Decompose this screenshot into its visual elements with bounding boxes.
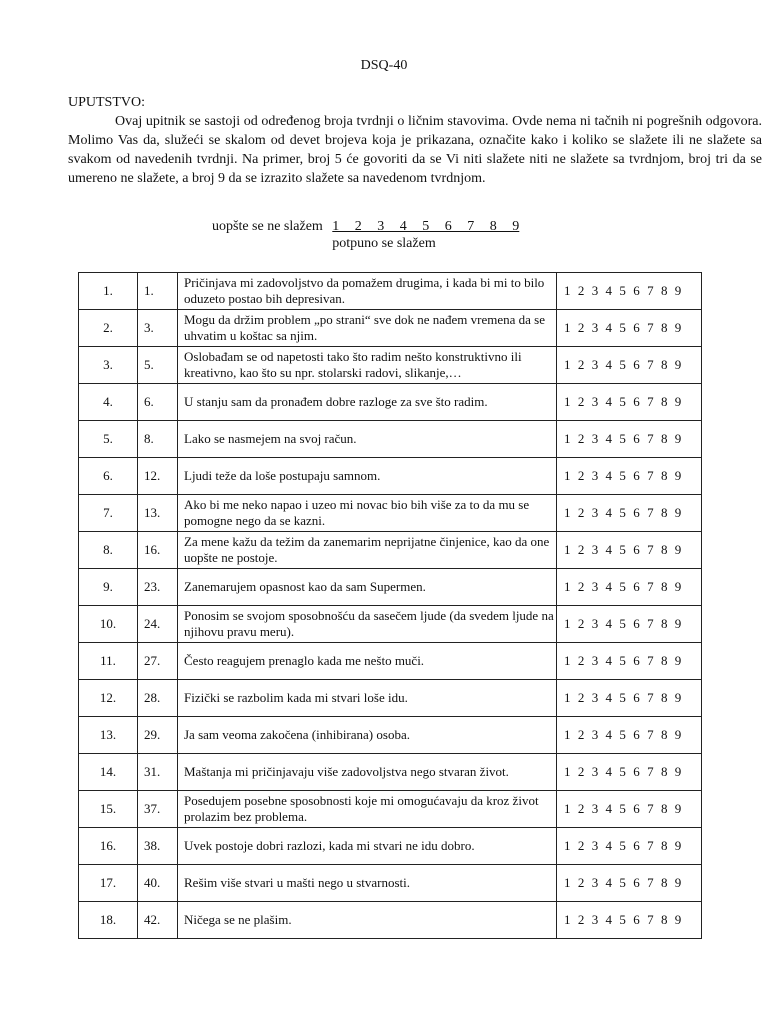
item-number: 31. xyxy=(138,754,178,791)
rating-scale[interactable]: 1 2 3 4 5 6 7 8 9 xyxy=(557,717,702,754)
questionnaire-row xyxy=(79,717,702,754)
page-title: DSQ-40 xyxy=(360,58,408,73)
rating-scale[interactable]: 1 2 3 4 5 6 7 8 9 xyxy=(557,680,702,717)
row-number: 1. xyxy=(79,273,138,310)
questionnaire-row xyxy=(79,495,702,532)
row-number: 17. xyxy=(79,865,138,902)
questionnaire-row xyxy=(79,569,702,606)
statement-text: Rešim više stvari u mašti nego u stvarnosti. xyxy=(178,865,557,902)
item-number: 40. xyxy=(138,865,178,902)
item-number: 3. xyxy=(138,310,178,347)
item-number: 38. xyxy=(138,828,178,865)
statement-text: Mogu da držim problem „po strani“ sve dok ne nađem vremena da se uhvatim u koštac sa njim. xyxy=(178,310,557,347)
questionnaire-row xyxy=(79,865,702,902)
row-number: 3. xyxy=(79,347,138,384)
questionnaire-body xyxy=(79,273,702,939)
row-number: 14. xyxy=(79,754,138,791)
rating-scale[interactable]: 1 2 3 4 5 6 7 8 9 xyxy=(557,421,702,458)
rating-scale[interactable]: 1 2 3 4 5 6 7 8 9 xyxy=(557,865,702,902)
rating-scale[interactable]: 1 2 3 4 5 6 7 8 9 xyxy=(557,384,702,421)
statement-text: Zanemarujem opasnost kao da sam Supermen. xyxy=(178,569,557,606)
rating-scale[interactable]: 1 2 3 4 5 6 7 8 9 xyxy=(557,347,702,384)
scale-high-label: potpuno se slažem xyxy=(332,236,436,251)
item-number: 24. xyxy=(138,606,178,643)
questionnaire-row xyxy=(79,902,702,939)
row-number: 11. xyxy=(79,643,138,680)
statement-text: Posedujem posebne sposobnosti koje mi omogućavaju da kroz život prolazim bez problema. xyxy=(178,791,557,828)
item-number: 28. xyxy=(138,680,178,717)
rating-scale[interactable]: 1 2 3 4 5 6 7 8 9 xyxy=(557,606,702,643)
statement-text: Lako se nasmejem na svoj račun. xyxy=(178,421,557,458)
statement-text: Ako bi me neko napao i uzeo mi novac bio bih više za to da mu se pomogne nego da se kazni. xyxy=(178,495,557,532)
item-number: 27. xyxy=(138,643,178,680)
scale-numbers: 1 2 3 4 5 6 7 8 9 xyxy=(332,219,520,234)
rating-scale[interactable]: 1 2 3 4 5 6 7 8 9 xyxy=(557,495,702,532)
row-number: 2. xyxy=(79,310,138,347)
questionnaire-row xyxy=(79,458,702,495)
row-number: 13. xyxy=(79,717,138,754)
instructions-text: Ovaj upitnik se sastoji od određenog broja tvrdnji o ličnim stavovima. Ovde nema ni tačnih ni pogrešnih odgovora. Molimo Vas da, služeći se skalom od devet brojeva koja je prikazana, označite kako i koliko se slažete ili ne slažete sa svakom od navedenih tvrdnji. Na primer, broj 5 će govoriti da se Vi niti slažete niti ne slažete sa tvrdnjom, broj tri da se umereno ne slažete, a broj 9 da se izrazito slažete sa navedenom tvrdnjom. xyxy=(68,114,762,186)
item-number: 16. xyxy=(138,532,178,569)
row-number: 5. xyxy=(79,421,138,458)
statement-text: Oslobađam se od napetosti tako što radim nešto konstruktivno ili kreativno, kao što su npr. stolarski radovi, slikanje,… xyxy=(178,347,557,384)
instructions-heading: UPUTSTVO: xyxy=(68,95,146,110)
row-number: 18. xyxy=(79,902,138,939)
statement-text: Ničega se ne plašim. xyxy=(178,902,557,939)
questionnaire-row xyxy=(79,643,702,680)
statement-text: Za mene kažu da težim da zanemarim neprijatne činjenice, kao da one uopšte ne postoje. xyxy=(178,532,557,569)
item-number: 37. xyxy=(138,791,178,828)
row-number: 8. xyxy=(79,532,138,569)
row-number: 9. xyxy=(79,569,138,606)
statement-text: Uvek postoje dobri razlozi, kada mi stvari ne idu dobro. xyxy=(178,828,557,865)
rating-scale[interactable]: 1 2 3 4 5 6 7 8 9 xyxy=(557,643,702,680)
rating-scale[interactable]: 1 2 3 4 5 6 7 8 9 xyxy=(557,310,702,347)
questionnaire-row xyxy=(79,310,702,347)
scale-legend xyxy=(212,219,519,235)
item-number: 12. xyxy=(138,458,178,495)
row-number: 12. xyxy=(79,680,138,717)
questionnaire-row xyxy=(79,754,702,791)
statement-text: Ponosim se svojom sposobnošću da sasečem ljude (da svedem ljude na njihovu pravu meru). xyxy=(178,606,557,643)
questionnaire-row xyxy=(79,680,702,717)
scale-low-label: uopšte se ne slažem xyxy=(212,219,323,234)
statement-text: Ja sam veoma zakočena (inhibirana) osoba. xyxy=(178,717,557,754)
item-number: 13. xyxy=(138,495,178,532)
statement-text: Ljudi teže da loše postupaju samnom. xyxy=(178,458,557,495)
rating-scale[interactable]: 1 2 3 4 5 6 7 8 9 xyxy=(557,532,702,569)
questionnaire-table xyxy=(78,272,702,939)
questionnaire-row xyxy=(79,421,702,458)
item-number: 8. xyxy=(138,421,178,458)
questionnaire-row xyxy=(79,791,702,828)
questionnaire-row xyxy=(79,347,702,384)
item-number: 1. xyxy=(138,273,178,310)
row-number: 10. xyxy=(79,606,138,643)
statement-text: Često reagujem prenaglo kada me nešto muči. xyxy=(178,643,557,680)
questionnaire-row xyxy=(79,532,702,569)
item-number: 23. xyxy=(138,569,178,606)
rating-scale[interactable]: 1 2 3 4 5 6 7 8 9 xyxy=(557,273,702,310)
row-number: 7. xyxy=(79,495,138,532)
item-number: 42. xyxy=(138,902,178,939)
statement-text: U stanju sam da pronađem dobre razloge za sve što radim. xyxy=(178,384,557,421)
row-number: 6. xyxy=(79,458,138,495)
row-number: 16. xyxy=(79,828,138,865)
questionnaire-row xyxy=(79,828,702,865)
item-number: 29. xyxy=(138,717,178,754)
rating-scale[interactable]: 1 2 3 4 5 6 7 8 9 xyxy=(557,458,702,495)
rating-scale[interactable]: 1 2 3 4 5 6 7 8 9 xyxy=(557,569,702,606)
statement-text: Maštanja mi pričinjavaju više zadovoljstva nego stvaran život. xyxy=(178,754,557,791)
row-number: 4. xyxy=(79,384,138,421)
statement-text: Fizički se razbolim kada mi stvari loše idu. xyxy=(178,680,557,717)
questionnaire-row xyxy=(79,384,702,421)
questionnaire-row xyxy=(79,606,702,643)
rating-scale[interactable]: 1 2 3 4 5 6 7 8 9 xyxy=(557,828,702,865)
row-number: 15. xyxy=(79,791,138,828)
rating-scale[interactable]: 1 2 3 4 5 6 7 8 9 xyxy=(557,791,702,828)
statement-text: Pričinjava mi zadovoljstvo da pomažem drugima, i kada bi mi to bilo oduzeto postao bih depresivan. xyxy=(178,273,557,310)
questionnaire-row xyxy=(79,273,702,310)
item-number: 5. xyxy=(138,347,178,384)
rating-scale[interactable]: 1 2 3 4 5 6 7 8 9 xyxy=(557,754,702,791)
item-number: 6. xyxy=(138,384,178,421)
rating-scale[interactable]: 1 2 3 4 5 6 7 8 9 xyxy=(557,902,702,939)
